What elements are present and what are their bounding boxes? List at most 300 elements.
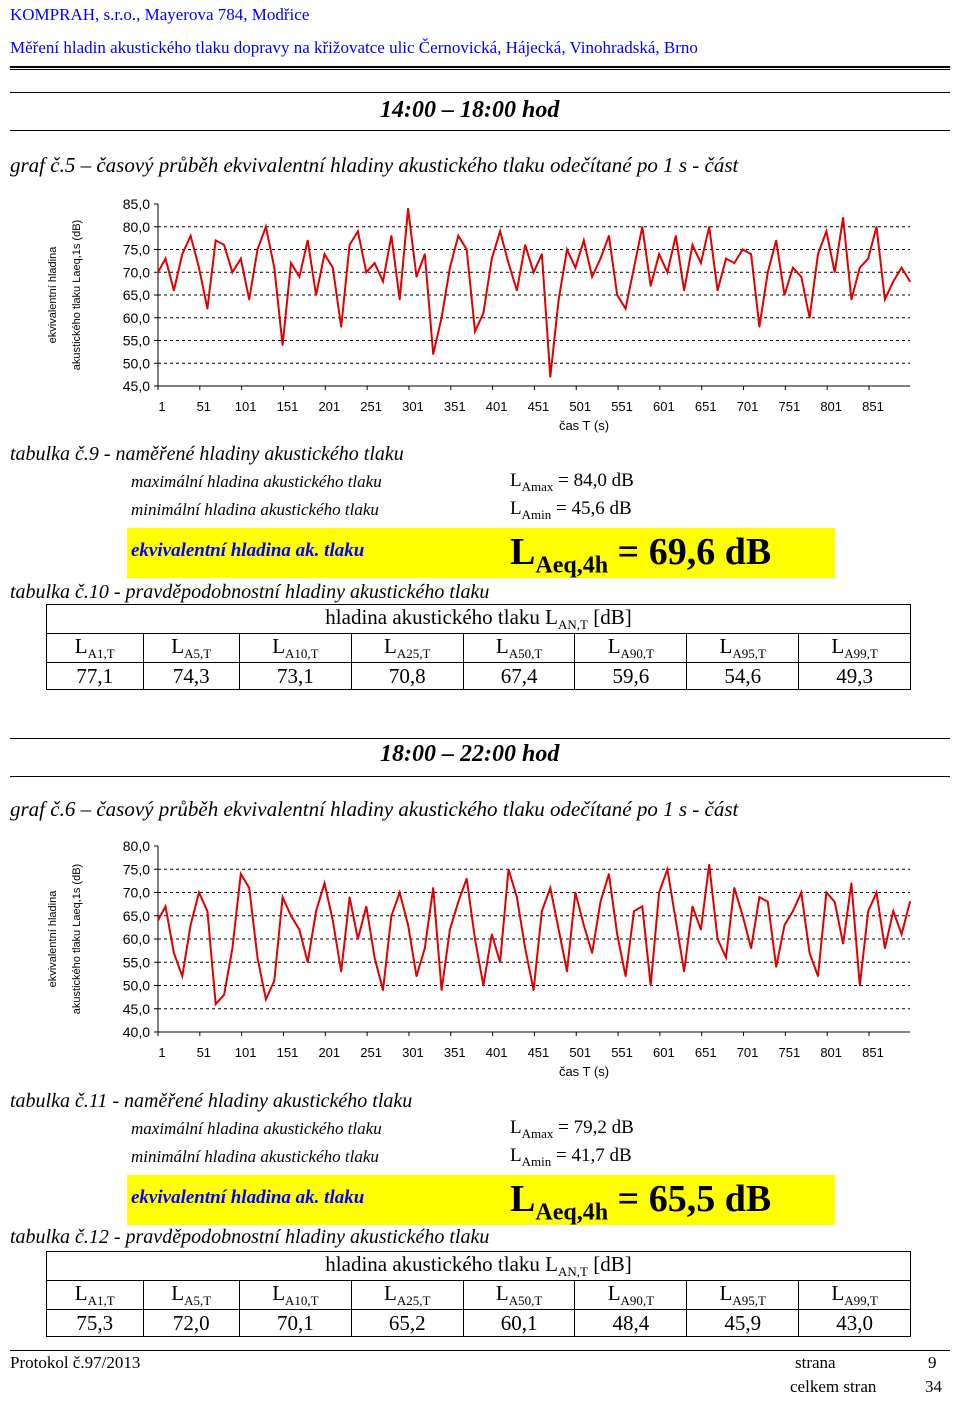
y-tick-label: 85,0 <box>122 196 150 212</box>
x-tick-label: 251 <box>360 1045 382 1060</box>
data-point <box>324 253 326 255</box>
data-point <box>432 353 434 355</box>
x-tick-label: 1 <box>158 1045 166 1060</box>
section2-title: 18:00 – 22:00 hod <box>380 741 560 767</box>
prob-col-header: $L_{A1,T}$ <box>47 1281 144 1310</box>
prob-header-unit: [dB] <box>587 605 632 629</box>
data-point <box>299 276 301 278</box>
prob-header-sub: AN,T <box>557 1264 588 1280</box>
data-point <box>533 271 535 273</box>
protocol-number: Protokol č.97/2013 <box>10 1353 141 1372</box>
data-point <box>608 235 610 237</box>
data-point <box>750 948 752 950</box>
y-tick-label: 80,0 <box>122 218 150 235</box>
data-point <box>784 924 786 926</box>
data-point <box>207 308 209 310</box>
data-point <box>374 262 376 264</box>
prob-col-sub: A95,T <box>732 646 766 662</box>
data-point <box>734 887 736 889</box>
data-point <box>424 253 426 255</box>
data-point <box>198 267 200 269</box>
data-point <box>533 989 535 991</box>
prob-value-cell: 77,1 <box>47 663 144 690</box>
data-point <box>675 235 677 237</box>
prob-value-cell: 59,6 <box>575 663 687 690</box>
data-point <box>541 910 543 912</box>
data-point <box>457 235 459 237</box>
probability-table-12 <box>46 1251 911 1337</box>
data-point <box>349 244 351 246</box>
max-sub: Amax <box>521 478 554 494</box>
y-tick-label: 45,0 <box>122 1000 150 1017</box>
data-point <box>457 901 459 903</box>
data-point <box>650 285 652 287</box>
data-point <box>566 971 568 973</box>
y-tick-label: 50,0 <box>122 977 150 994</box>
data-point <box>207 910 209 912</box>
data-point <box>826 231 828 233</box>
prob-col-header: $L_{A90,T}$ <box>575 1281 687 1310</box>
data-point <box>382 989 384 991</box>
data-point <box>650 985 652 987</box>
eq-sub: Aeq,4h <box>535 552 609 579</box>
header-rule <box>10 66 950 68</box>
min-level-label: minimální hladina akustického tlaku <box>131 500 379 519</box>
x-tick-label: 301 <box>402 399 424 414</box>
y-axis-label-line1: ekvivalentní hladina <box>47 890 59 988</box>
data-point <box>767 271 769 273</box>
min-L: L <box>510 498 522 519</box>
data-point <box>416 276 418 278</box>
prob-value-cell: 65,2 <box>351 1310 463 1337</box>
data-point <box>290 262 292 264</box>
data-point <box>340 971 342 973</box>
data-point <box>750 253 752 255</box>
data-point <box>265 999 267 1001</box>
data-point <box>583 240 585 242</box>
data-point <box>625 975 627 977</box>
x-axis-title: čas T (s) <box>558 418 610 433</box>
prob-header-text: hladina akustického tlaku L <box>325 1252 558 1276</box>
data-point <box>909 281 911 283</box>
max-level-value <box>510 470 634 495</box>
data-point <box>859 985 861 987</box>
data-point <box>667 868 669 870</box>
min-sub: Amin <box>521 506 552 522</box>
x-tick-label: 51 <box>196 399 212 414</box>
data-point <box>834 271 836 273</box>
prob-col-sub: A90,T <box>620 646 655 662</box>
eq-L: L <box>510 1178 536 1220</box>
data-point <box>407 208 409 210</box>
data-point <box>441 317 443 319</box>
x-tick-label: 301 <box>402 1045 424 1060</box>
data-point <box>374 957 376 959</box>
y-axis-label-line1: ekvivalentní hladina <box>47 246 59 344</box>
min-level-row <box>127 496 835 524</box>
data-point <box>165 906 167 908</box>
data-point <box>784 294 786 296</box>
max-number: = 79,2 dB <box>553 1117 634 1138</box>
data-point <box>282 896 284 898</box>
data-point <box>566 249 568 251</box>
x-tick-label: 401 <box>485 1045 508 1060</box>
data-point <box>524 948 526 950</box>
y-tick-label: 75,0 <box>122 861 150 878</box>
data-point <box>499 231 501 233</box>
data-point <box>508 262 510 264</box>
x-tick-label: 801 <box>820 1045 843 1060</box>
x-tick-label: 801 <box>820 399 843 414</box>
eq-level-label: ekvivalentní hladina ak. tlaku <box>131 1187 365 1208</box>
data-point <box>157 920 159 922</box>
data-point <box>349 896 351 898</box>
prob-columns-row <box>47 634 911 663</box>
max-level-label: maximální hladina akustického tlaku <box>131 472 382 491</box>
data-point <box>223 994 225 996</box>
data-point <box>600 258 602 260</box>
y-tick-label: 70,0 <box>122 884 150 901</box>
x-tick-label: 101 <box>234 399 257 414</box>
data-point <box>625 308 627 310</box>
probability-table-10 <box>46 604 911 690</box>
prob-value-cell: 70,1 <box>240 1310 352 1337</box>
data-point <box>516 290 518 292</box>
prob-value-cell: 73,1 <box>240 663 352 690</box>
data-point <box>357 938 359 940</box>
data-point <box>884 948 886 950</box>
x-tick-label: 751 <box>778 1045 801 1060</box>
prob-col-header: $L_{A95,T}$ <box>687 1281 799 1310</box>
x-tick-label: 651 <box>694 399 717 414</box>
chart-graph6-svg <box>0 830 960 1082</box>
data-point <box>767 901 769 903</box>
data-point <box>616 294 618 296</box>
data-point <box>725 957 727 959</box>
data-point <box>909 901 911 903</box>
prob-col-header: $L_{A25,T}$ <box>351 1281 463 1310</box>
y-tick-label: 60,0 <box>122 309 150 326</box>
data-point <box>692 906 694 908</box>
data-point <box>516 896 518 898</box>
data-point <box>633 910 635 912</box>
data-point <box>867 258 869 260</box>
x-axis-title: čas T (s) <box>558 1064 610 1079</box>
data-point <box>826 892 828 894</box>
data-point <box>700 929 702 931</box>
table9-caption: tabulka č.9 - naměřené hladiny akustického tlaku <box>10 443 404 465</box>
data-point <box>892 281 894 283</box>
section1-title: 14:00 – 18:00 hod <box>380 97 560 123</box>
data-point <box>181 253 183 255</box>
data-point <box>499 961 501 963</box>
x-tick-label: 451 <box>527 1045 550 1060</box>
data-point <box>884 299 886 301</box>
max-sub: Amax <box>521 1125 554 1141</box>
data-point <box>683 971 685 973</box>
prob-col-header: $L_{A50,T}$ <box>463 1281 575 1310</box>
data-point <box>876 226 878 228</box>
eq-level-row <box>127 528 835 578</box>
data-point <box>901 934 903 936</box>
series-line-laeq <box>158 209 910 377</box>
prob-col-header: $L_{A25,T}$ <box>351 634 463 663</box>
table12-caption: tabulka č.12 - pravděpodobnostní hladiny akustického tlaku <box>10 1226 490 1248</box>
chart-graph6 <box>0 830 960 1082</box>
data-point <box>265 226 267 228</box>
x-tick-label: 401 <box>485 399 508 414</box>
data-point <box>725 258 727 260</box>
data-point <box>591 952 593 954</box>
data-point <box>324 882 326 884</box>
y-tick-label: 65,0 <box>122 907 150 924</box>
max-L: L <box>510 1117 522 1138</box>
data-point <box>198 892 200 894</box>
data-point <box>742 915 744 917</box>
data-point <box>474 938 476 940</box>
x-tick-label: 501 <box>569 1045 592 1060</box>
data-point <box>240 873 242 875</box>
max-level-label: maximální hladina akustického tlaku <box>131 1119 382 1138</box>
y-tick-label: 55,0 <box>122 332 150 349</box>
x-tick-label: 51 <box>196 1045 212 1060</box>
x-tick-label: 151 <box>276 1045 299 1060</box>
x-tick-label: 651 <box>694 1045 717 1060</box>
total-pages-number: 34 <box>925 1377 942 1396</box>
data-point <box>483 312 485 314</box>
prob-header-text: hladina akustického tlaku L <box>325 605 558 629</box>
data-point <box>399 299 401 301</box>
min-level-value <box>510 1145 632 1170</box>
data-point <box>165 258 167 260</box>
x-tick-label: 701 <box>736 399 759 414</box>
eq-level-row <box>127 1175 835 1225</box>
min-number: = 41,7 dB <box>551 1145 632 1166</box>
company-header: KOMPRAH, s.r.o., Mayerova 784, Modřice <box>10 5 310 24</box>
data-point <box>859 267 861 269</box>
data-point <box>809 952 811 954</box>
data-point <box>232 271 234 273</box>
data-point <box>683 290 685 292</box>
graph6-caption: graf č.6 – časový průběh ekvivalentní hladiny akustického tlaku odečítané po 1 s - část <box>10 797 739 821</box>
data-point <box>491 934 493 936</box>
table10-caption: tabulka č.10 - pravděpodobnostní hladiny akustického tlaku <box>10 581 490 603</box>
prob-values-row <box>47 1310 911 1337</box>
data-point <box>407 924 409 926</box>
min-number: = 45,6 dB <box>551 498 632 519</box>
data-point <box>466 878 468 880</box>
data-point <box>892 910 894 912</box>
data-point <box>583 924 585 926</box>
y-axis-label-line2: akustického tlaku Laeq,1s (dB) <box>71 863 83 1015</box>
prob-col-sub: A50,T <box>508 1293 543 1309</box>
data-point <box>842 943 844 945</box>
data-point <box>851 299 853 301</box>
data-point <box>550 887 552 889</box>
total-pages-label: celkem stran <box>790 1377 877 1396</box>
prob-col-header: $L_{A95,T}$ <box>687 634 799 663</box>
data-point <box>667 271 669 273</box>
x-tick-label: 251 <box>360 399 382 414</box>
prob-value-cell: 74,3 <box>143 663 240 690</box>
data-point <box>357 231 359 233</box>
data-point <box>616 934 618 936</box>
data-point <box>558 929 560 931</box>
y-axis-label-line2: akustického tlaku Laeq,1s (dB) <box>71 219 83 371</box>
data-point <box>642 226 644 228</box>
y-tick-label: 80,0 <box>122 838 150 854</box>
x-tick-label: 101 <box>234 1045 257 1060</box>
prob-col-sub: A10,T <box>285 1293 319 1309</box>
prob-col-header: $L_{A99,T}$ <box>799 634 911 663</box>
min-level-label: minimální hladina akustického tlaku <box>131 1147 379 1166</box>
prob-value-cell: 49,3 <box>799 663 911 690</box>
data-point <box>692 244 694 246</box>
header-rule-thin <box>10 69 950 70</box>
prob-value-cell: 54,6 <box>687 663 799 690</box>
prob-value-cell: 45,9 <box>687 1310 799 1337</box>
data-point <box>817 253 819 255</box>
prob-col-sub: A95,T <box>732 1293 766 1309</box>
data-point <box>215 240 217 242</box>
data-point <box>432 887 434 889</box>
eq-L: L <box>510 531 536 573</box>
x-tick-label: 601 <box>653 399 675 414</box>
data-point <box>591 276 593 278</box>
min-level-row <box>127 1143 835 1171</box>
eq-level-value <box>510 1177 771 1227</box>
eq-level-value <box>510 530 771 580</box>
data-point <box>800 276 802 278</box>
y-tick-label: 60,0 <box>122 931 150 947</box>
x-tick-label: 751 <box>778 399 801 414</box>
x-tick-label: 351 <box>443 399 466 414</box>
prob-header <box>47 1252 911 1281</box>
y-tick-label: 65,0 <box>122 287 150 303</box>
data-point <box>642 906 644 908</box>
data-point <box>851 882 853 884</box>
page-number: 9 <box>928 1353 937 1372</box>
measured-table-11 <box>127 1115 835 1225</box>
eq-number: = 65,5 dB <box>608 1178 772 1220</box>
data-point <box>181 975 183 977</box>
data-point <box>792 910 794 912</box>
data-point <box>483 985 485 987</box>
eq-sub: Aeq,4h <box>535 1199 609 1226</box>
data-point <box>157 271 159 273</box>
data-point <box>190 924 192 926</box>
data-point <box>759 326 761 328</box>
data-point <box>608 873 610 875</box>
data-point <box>257 957 259 959</box>
measured-table-9 <box>127 468 835 578</box>
data-point <box>240 258 242 260</box>
section1-bottom-rule <box>10 130 950 131</box>
data-point <box>842 217 844 219</box>
data-point <box>299 929 301 931</box>
data-point <box>449 267 451 269</box>
data-point <box>399 892 401 894</box>
data-point <box>734 262 736 264</box>
prob-value-cell: 60,1 <box>463 1310 575 1337</box>
prob-col-sub: A5,T <box>184 1293 212 1309</box>
data-point <box>675 920 677 922</box>
prob-col-sub: A50,T <box>508 646 543 662</box>
prob-col-header: $L_{A50,T}$ <box>463 634 575 663</box>
data-point <box>365 271 367 273</box>
x-tick-label: 451 <box>527 399 550 414</box>
data-point <box>541 253 543 255</box>
x-tick-label: 551 <box>611 399 633 414</box>
x-tick-label: 351 <box>443 1045 466 1060</box>
data-point <box>223 244 225 246</box>
prob-value-cell: 67,4 <box>463 663 575 690</box>
prob-col-sub: A25,T <box>396 646 431 662</box>
prob-col-sub: A1,T <box>87 1293 115 1309</box>
prob-col-sub: A1,T <box>87 646 115 662</box>
data-point <box>658 892 660 894</box>
data-point <box>173 290 175 292</box>
data-point <box>332 267 334 269</box>
prob-col-sub: A25,T <box>396 1293 431 1309</box>
max-L: L <box>510 470 522 491</box>
prob-col-header: $L_{A10,T}$ <box>240 634 352 663</box>
data-point <box>550 376 552 378</box>
prob-value-cell: 48,4 <box>575 1310 687 1337</box>
data-point <box>248 887 250 889</box>
data-point <box>575 892 577 894</box>
x-tick-label: 201 <box>318 1045 341 1060</box>
y-tick-label: 75,0 <box>122 241 150 258</box>
data-point <box>876 892 878 894</box>
data-point <box>474 331 476 333</box>
prob-value-cell: 75,3 <box>47 1310 144 1337</box>
data-point <box>332 920 334 922</box>
prob-col-header: $L_{A90,T}$ <box>575 634 687 663</box>
x-tick-label: 601 <box>653 1045 675 1060</box>
prob-col-header: $L_{A10,T}$ <box>240 1281 352 1310</box>
data-point <box>717 290 719 292</box>
data-point <box>834 901 836 903</box>
data-point <box>775 240 777 242</box>
prob-values-row <box>47 663 911 690</box>
prob-header-unit: [dB] <box>587 1252 632 1276</box>
eq-level-label: ekvivalentní hladina ak. tlaku <box>131 540 365 561</box>
y-tick-label: 40,0 <box>122 1024 150 1040</box>
prob-value-cell: 70,8 <box>351 663 463 690</box>
data-point <box>867 910 869 912</box>
data-point <box>633 267 635 269</box>
data-point <box>307 961 309 963</box>
prob-header-sub: AN,T <box>557 617 588 633</box>
data-point <box>558 299 560 301</box>
data-point <box>717 938 719 940</box>
data-point <box>759 896 761 898</box>
y-tick-label: 45,0 <box>122 378 150 394</box>
max-level-row <box>127 1115 835 1143</box>
data-point <box>215 1003 217 1005</box>
max-level-row <box>127 468 835 496</box>
data-point <box>775 966 777 968</box>
prob-col-header: $L_{A1,T}$ <box>47 634 144 663</box>
page-label: strana <box>795 1353 836 1372</box>
data-point <box>800 892 802 894</box>
prob-col-sub: A99,T <box>844 1293 878 1309</box>
x-tick-label: 151 <box>276 399 299 414</box>
data-point <box>416 975 418 977</box>
max-level-value <box>510 1117 634 1142</box>
prob-col-header: $L_{A5,T}$ <box>143 634 240 663</box>
